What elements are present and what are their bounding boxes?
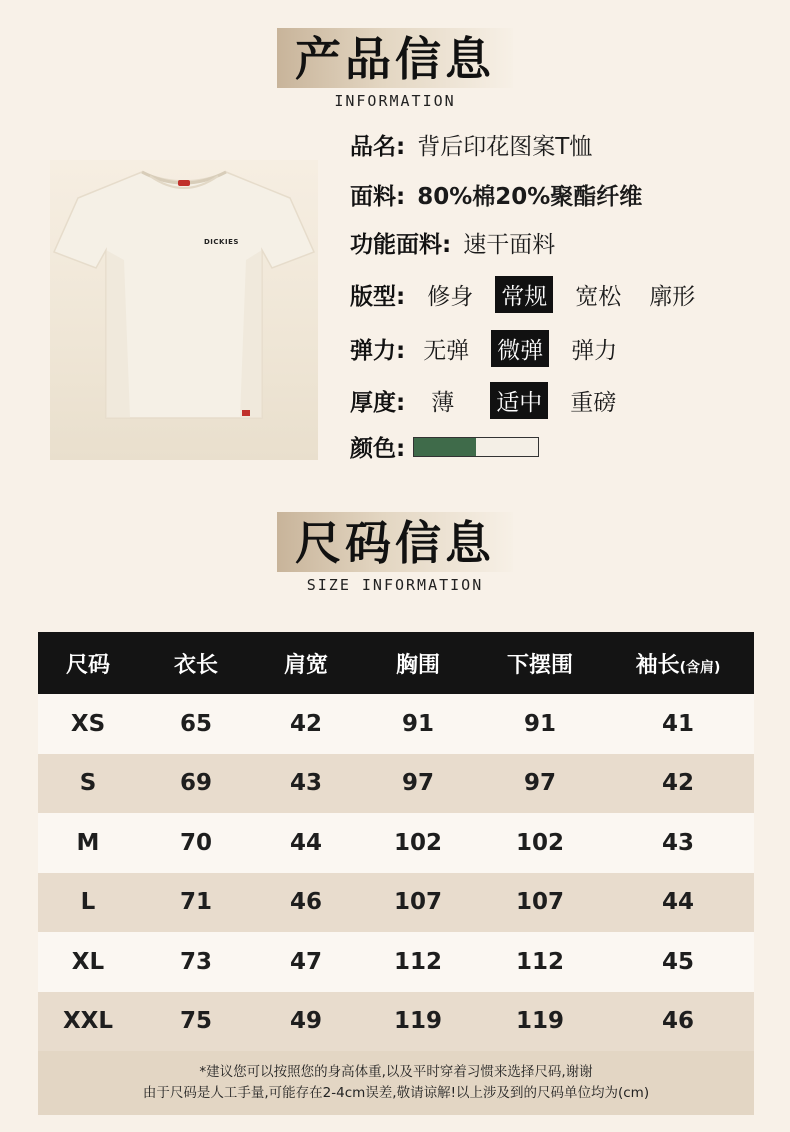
title-banner xyxy=(277,512,513,572)
color-label: 颜色: xyxy=(350,436,406,462)
header-sleeve-note: (含肩) xyxy=(679,659,721,676)
cell-size: XS xyxy=(70,710,106,737)
stretch-option-stretchy: 弹力 xyxy=(571,338,618,364)
cell-shoulder: 42 xyxy=(289,710,322,737)
info-row-stretch xyxy=(350,330,639,367)
header-length: 衣长 xyxy=(173,652,218,678)
cell-size: XL xyxy=(71,948,105,975)
cell-size: L xyxy=(80,889,96,916)
info-row-function xyxy=(350,226,555,259)
stretch-label: 弹力: xyxy=(350,338,406,364)
size-info-header xyxy=(0,512,790,594)
name-value: 背后印花图案T恤 xyxy=(417,134,593,160)
fabric-value: 80%棉20%聚酯纤维 xyxy=(417,184,643,210)
cell-hem: 119 xyxy=(515,1008,564,1035)
info-row-name xyxy=(350,128,592,161)
header-sleeve xyxy=(602,648,754,679)
cell-hem: 112 xyxy=(515,948,564,975)
function-value: 速干面料 xyxy=(463,232,556,258)
table-row xyxy=(38,873,754,933)
name-label: 品名: xyxy=(350,134,406,160)
cell-sleeve: 46 xyxy=(661,1008,694,1035)
table-row xyxy=(38,754,754,814)
cell-hem: 107 xyxy=(515,889,564,916)
fit-option-oversized: 廓形 xyxy=(649,284,696,310)
stretch-option-none: 无弹 xyxy=(423,338,470,364)
table-header xyxy=(38,632,754,694)
section-title: 尺码信息 xyxy=(295,516,495,570)
fit-option-loose: 宽松 xyxy=(575,284,622,310)
cell-chest: 102 xyxy=(393,829,442,856)
cell-length: 71 xyxy=(179,889,212,916)
header-shoulder: 肩宽 xyxy=(283,652,328,678)
info-row-color xyxy=(350,430,539,463)
table-row xyxy=(38,992,754,1052)
cell-hem: 102 xyxy=(515,829,564,856)
cell-chest: 119 xyxy=(393,1008,442,1035)
cell-shoulder: 44 xyxy=(289,829,322,856)
fit-option-slim: 修身 xyxy=(427,284,474,310)
cell-sleeve: 42 xyxy=(661,770,694,797)
table-row xyxy=(38,813,754,873)
thickness-option-heavy: 重磅 xyxy=(570,390,617,416)
cell-hem: 97 xyxy=(523,770,556,797)
cell-hem: 91 xyxy=(523,710,556,737)
cell-shoulder: 46 xyxy=(289,889,322,916)
title-banner xyxy=(277,28,513,88)
cell-length: 65 xyxy=(179,710,212,737)
cell-sleeve: 43 xyxy=(661,829,694,856)
product-image xyxy=(50,160,318,460)
thickness-option-thin: 薄 xyxy=(431,390,455,416)
cell-size: M xyxy=(76,829,100,856)
thickness-option-medium: 适中 xyxy=(490,382,548,419)
cell-length: 70 xyxy=(179,829,212,856)
cell-size: XXL xyxy=(62,1008,114,1035)
thickness-label: 厚度: xyxy=(350,390,406,416)
section-subtitle: INFORMATION xyxy=(334,92,456,110)
color-swatches xyxy=(413,437,539,457)
function-label: 功能面料: xyxy=(350,232,452,258)
color-swatch-cream xyxy=(476,438,538,456)
cell-chest: 97 xyxy=(401,770,434,797)
cell-sleeve: 44 xyxy=(661,889,694,916)
info-row-fabric xyxy=(350,178,642,211)
footer-note-line2: 由于尺码是人工手量,可能存在2-4cm误差,敬请谅解!以上涉及到的尺码单位均为(cm) xyxy=(142,1085,650,1101)
table-row xyxy=(38,932,754,992)
stretch-option-slight: 微弹 xyxy=(491,330,549,367)
header-chest: 胸围 xyxy=(395,652,440,678)
cell-sleeve: 45 xyxy=(661,948,694,975)
tshirt-icon xyxy=(50,160,318,460)
info-row-fit xyxy=(350,276,717,313)
fit-label: 版型: xyxy=(350,284,406,310)
cell-length: 69 xyxy=(179,770,212,797)
cell-chest: 91 xyxy=(401,710,434,737)
cell-chest: 107 xyxy=(393,889,442,916)
section-subtitle: SIZE INFORMATION xyxy=(306,576,484,594)
fabric-label: 面料: xyxy=(350,184,406,210)
shirt-logo: DICKIES xyxy=(204,238,239,246)
table-row xyxy=(38,694,754,754)
header-size: 尺码 xyxy=(65,652,110,678)
cell-shoulder: 43 xyxy=(289,770,322,797)
cell-size: S xyxy=(79,770,97,797)
cell-chest: 112 xyxy=(393,948,442,975)
footer-note-line1: *建议您可以按照您的身高体重,以及平时穿着习惯来选择尺码,谢谢 xyxy=(199,1064,593,1080)
table-footer-note xyxy=(38,1051,754,1115)
header-sleeve-label: 袖长 xyxy=(635,652,680,678)
label-icon xyxy=(178,180,190,186)
cell-length: 73 xyxy=(179,948,212,975)
cell-length: 75 xyxy=(179,1008,212,1035)
info-row-thickness xyxy=(350,382,638,419)
fit-option-regular: 常规 xyxy=(495,276,553,313)
section-title: 产品信息 xyxy=(295,32,495,86)
color-swatch-green xyxy=(414,438,476,456)
cell-shoulder: 47 xyxy=(289,948,322,975)
cell-sleeve: 41 xyxy=(661,710,694,737)
product-info-header xyxy=(0,28,790,110)
header-hem: 下摆围 xyxy=(506,652,573,678)
cell-shoulder: 49 xyxy=(289,1008,322,1035)
size-table xyxy=(38,632,754,1115)
